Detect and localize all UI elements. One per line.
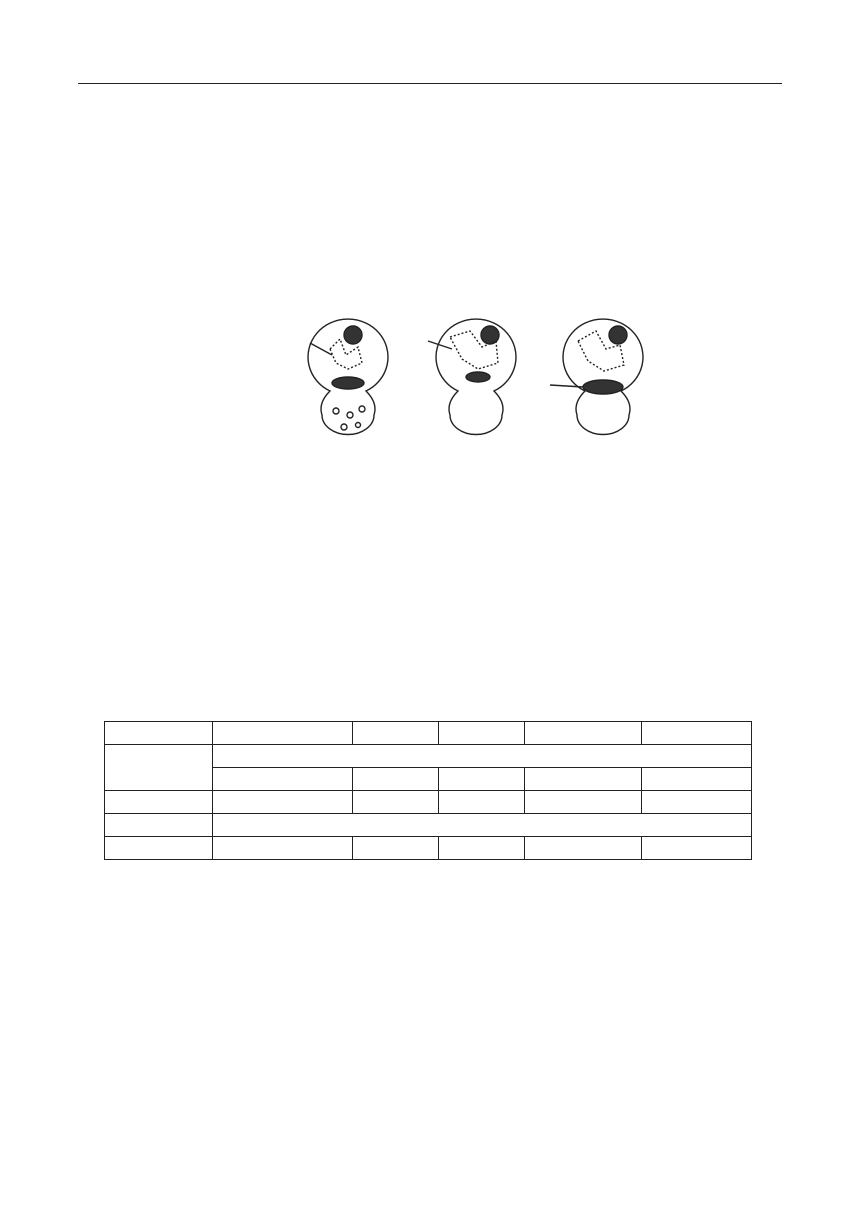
step2-label [105, 814, 213, 837]
concentration-cell [525, 768, 642, 791]
separation-cell [353, 837, 439, 860]
type-a-mutant-cell [428, 319, 516, 434]
q11-stem-line-1 [78, 534, 782, 557]
q9-stem-line-2 [78, 123, 782, 146]
separation-cell [642, 837, 752, 860]
q12-stem [78, 698, 782, 721]
step2-description [213, 814, 752, 837]
separation-cell [213, 837, 353, 860]
q9-option-a [78, 147, 782, 170]
table-row [105, 745, 752, 768]
q11-stem-line-2 [78, 557, 782, 580]
separation-cell [353, 791, 439, 814]
q11-stem-line-3 [78, 581, 782, 604]
header-rule [78, 83, 782, 84]
step1-description [213, 745, 752, 768]
table-row [105, 791, 752, 814]
header-cell [439, 722, 525, 745]
q12-question [78, 884, 782, 907]
wild-type-cell [308, 319, 388, 434]
table-row [105, 837, 752, 860]
concentration-cell [439, 768, 525, 791]
q9-option-c [78, 194, 782, 217]
q11-option-d [78, 674, 782, 697]
q12-option-a [78, 907, 782, 930]
header-cell [642, 722, 752, 745]
separation-cell [525, 837, 642, 860]
q11-option-b [78, 628, 782, 651]
q11-option-a [78, 604, 782, 627]
q11-option-c [78, 651, 782, 674]
yeast-cell-figure [78, 311, 782, 441]
q10-stem-line-2 [78, 264, 782, 287]
header-cell [353, 722, 439, 745]
header-cell [525, 722, 642, 745]
header-cell [213, 722, 353, 745]
separation-cell [439, 837, 525, 860]
q10-option-c [78, 487, 782, 510]
concentration-cell [353, 768, 439, 791]
q9-option-b [78, 170, 782, 193]
q10-stem-line-1 [78, 240, 782, 263]
concentration-cell [642, 768, 752, 791]
step1-label [105, 745, 213, 791]
q10-option-d [78, 511, 782, 534]
separation-cell [642, 791, 752, 814]
table-header-row [105, 722, 752, 745]
q12-option-b [78, 930, 782, 953]
q9-option-d [78, 217, 782, 240]
q9-stem-line-1 [78, 100, 782, 123]
separation-cell [213, 791, 353, 814]
q12-table-note [78, 860, 782, 883]
separation-cell [439, 791, 525, 814]
yeast-cells-svg [78, 311, 782, 441]
concentration-cell [213, 768, 353, 791]
q10-option-b [78, 464, 782, 487]
type-b-mutant-cell [550, 319, 643, 434]
table-row [105, 814, 752, 837]
separation-cell [525, 791, 642, 814]
experiment-table [104, 721, 752, 860]
separation-label [105, 837, 213, 860]
q10-option-a [78, 441, 782, 464]
header-cell [105, 722, 213, 745]
separation-label [105, 791, 213, 814]
exam-page [78, 100, 782, 954]
q10-stem-line-3 [78, 287, 782, 310]
